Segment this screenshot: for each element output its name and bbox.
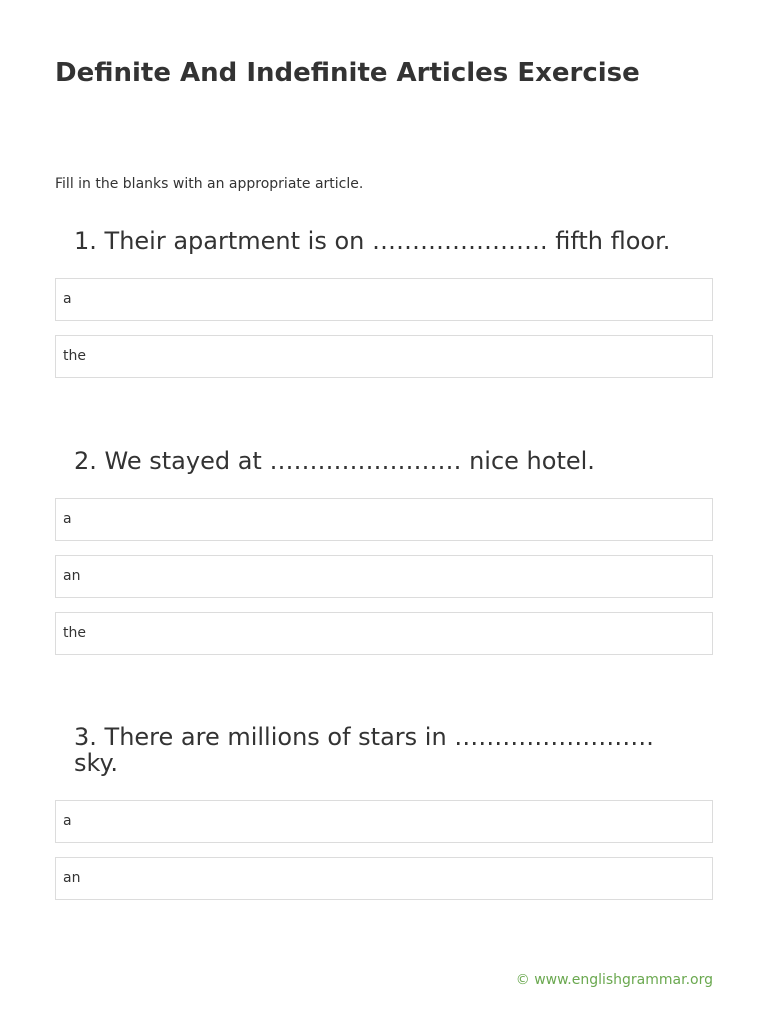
option-an[interactable]: an: [55, 555, 713, 598]
answer-options: [55, 800, 713, 900]
page-title: Definite And Indefinite Articles Exercise: [55, 58, 640, 88]
question-3: [55, 724, 713, 914]
question-text: 1. Their apartment is on …………………. fifth floor.: [74, 227, 671, 255]
option-an[interactable]: an: [55, 857, 713, 900]
option-a[interactable]: a: [55, 800, 713, 843]
option-the[interactable]: the: [55, 335, 713, 378]
option-the[interactable]: the: [55, 612, 713, 655]
option-a[interactable]: a: [55, 498, 713, 541]
answer-options: [55, 278, 713, 378]
question-1: [55, 228, 713, 392]
option-a[interactable]: a: [55, 278, 713, 321]
answer-options: [55, 498, 713, 655]
instructions: Fill in the blanks with an appropriate article.: [55, 176, 364, 192]
question-text: 2. We stayed at …………………… nice hotel.: [74, 447, 595, 475]
question-2: [55, 448, 713, 669]
question-text: 3. There are millions of stars in ……………………. sky.: [74, 723, 654, 777]
footer-link[interactable]: © www.englishgrammar.org: [515, 972, 713, 988]
